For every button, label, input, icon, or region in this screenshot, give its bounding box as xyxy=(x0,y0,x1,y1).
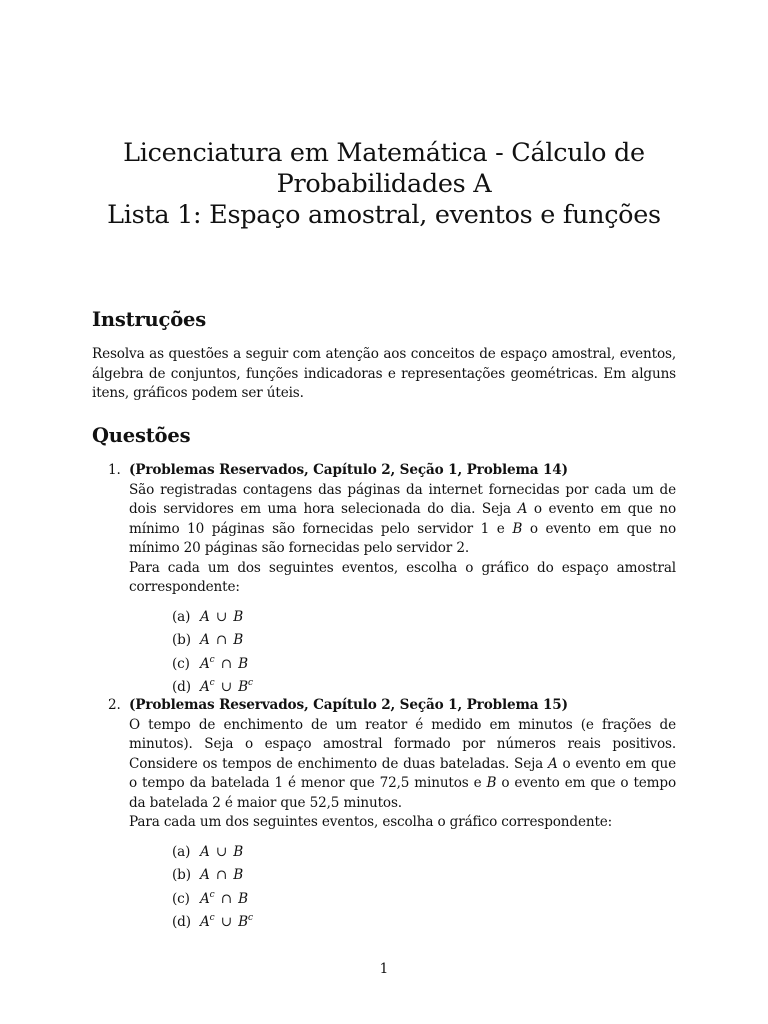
title-line-1: Licenciatura em Matemática - Cálculo de xyxy=(123,138,645,168)
item-list xyxy=(172,606,676,700)
question-header: (Problemas Reservados, Capítulo 2, Seção 1, Problema 14) xyxy=(129,462,568,478)
question-1 xyxy=(92,461,676,700)
list-item: (b) A ∩ B xyxy=(172,867,244,883)
item-list xyxy=(172,841,676,935)
list-item: (a) A ∪ B xyxy=(172,608,244,625)
set-variable: A xyxy=(547,755,558,772)
title-line-3: Lista 1: Espaço amostral, eventos e funções xyxy=(107,200,661,230)
question-header: (Problemas Reservados, Capítulo 2, Seção 1, Problema 15) xyxy=(129,697,568,713)
instrucoes-heading: Instruções xyxy=(92,308,207,331)
set-variable: B xyxy=(512,520,523,537)
question-text: O tempo de enchimento de um reator é medido em minutos (e frações de minutos). Seja o espaço amostral formado por números reais positivos. Considere os tempos de enchimento de duas bateladas. Seja A o evento em que o tempo da batelada 1 é menor que 72,5 minutos e B o evento em que o tempo da batelada 2 é maior que 52,5 minutos. xyxy=(129,716,677,811)
title-line-2: Probabilidades A xyxy=(276,169,492,199)
question-prompt: Para cada um dos seguintes eventos, escolha o gráfico correspondente: xyxy=(129,814,613,830)
questoes-heading: Questões xyxy=(92,424,191,447)
page-number: 1 xyxy=(379,961,389,977)
question-number: 1. xyxy=(108,462,121,478)
question-2 xyxy=(92,696,676,935)
list-item: (c) $A^c$ ∩ B xyxy=(172,654,248,672)
instrucoes-text: Resolva as questões a seguir com atenção aos conceitos de espaço amostral, eventos, álgebra de conjuntos, funções indicadoras e representações geométricas. Em alguns itens, gráficos podem ser úteis. xyxy=(92,346,676,401)
question-prompt: Para cada um dos seguintes eventos, escolha o gráfico do espaço amostral correspondente: xyxy=(129,559,676,595)
list-item: (a) A ∪ B xyxy=(172,843,244,860)
question-number: 2. xyxy=(108,697,121,713)
list-item: (d) $A^c$ ∪ $B^c$ xyxy=(172,913,253,930)
set-variable: A xyxy=(517,501,528,517)
list-item: (c) $A^c$ ∩ B xyxy=(172,889,248,907)
set-variable: B xyxy=(486,775,497,791)
list-item: (d) $A^c$ ∪ $B^c$ xyxy=(172,678,253,695)
list-item: (b) A ∩ B xyxy=(172,632,244,648)
question-text: São registradas contagens das páginas da internet fornecidas por cada um de dois servidores em uma hora selecionada do dia. Seja A o evento em que no mínimo 10 páginas são fornecidas pelo servidor 1 e B o evento em que no mínimo 20 páginas são fornecidas pelo servidor 2. xyxy=(129,481,677,556)
document-title xyxy=(92,138,676,231)
